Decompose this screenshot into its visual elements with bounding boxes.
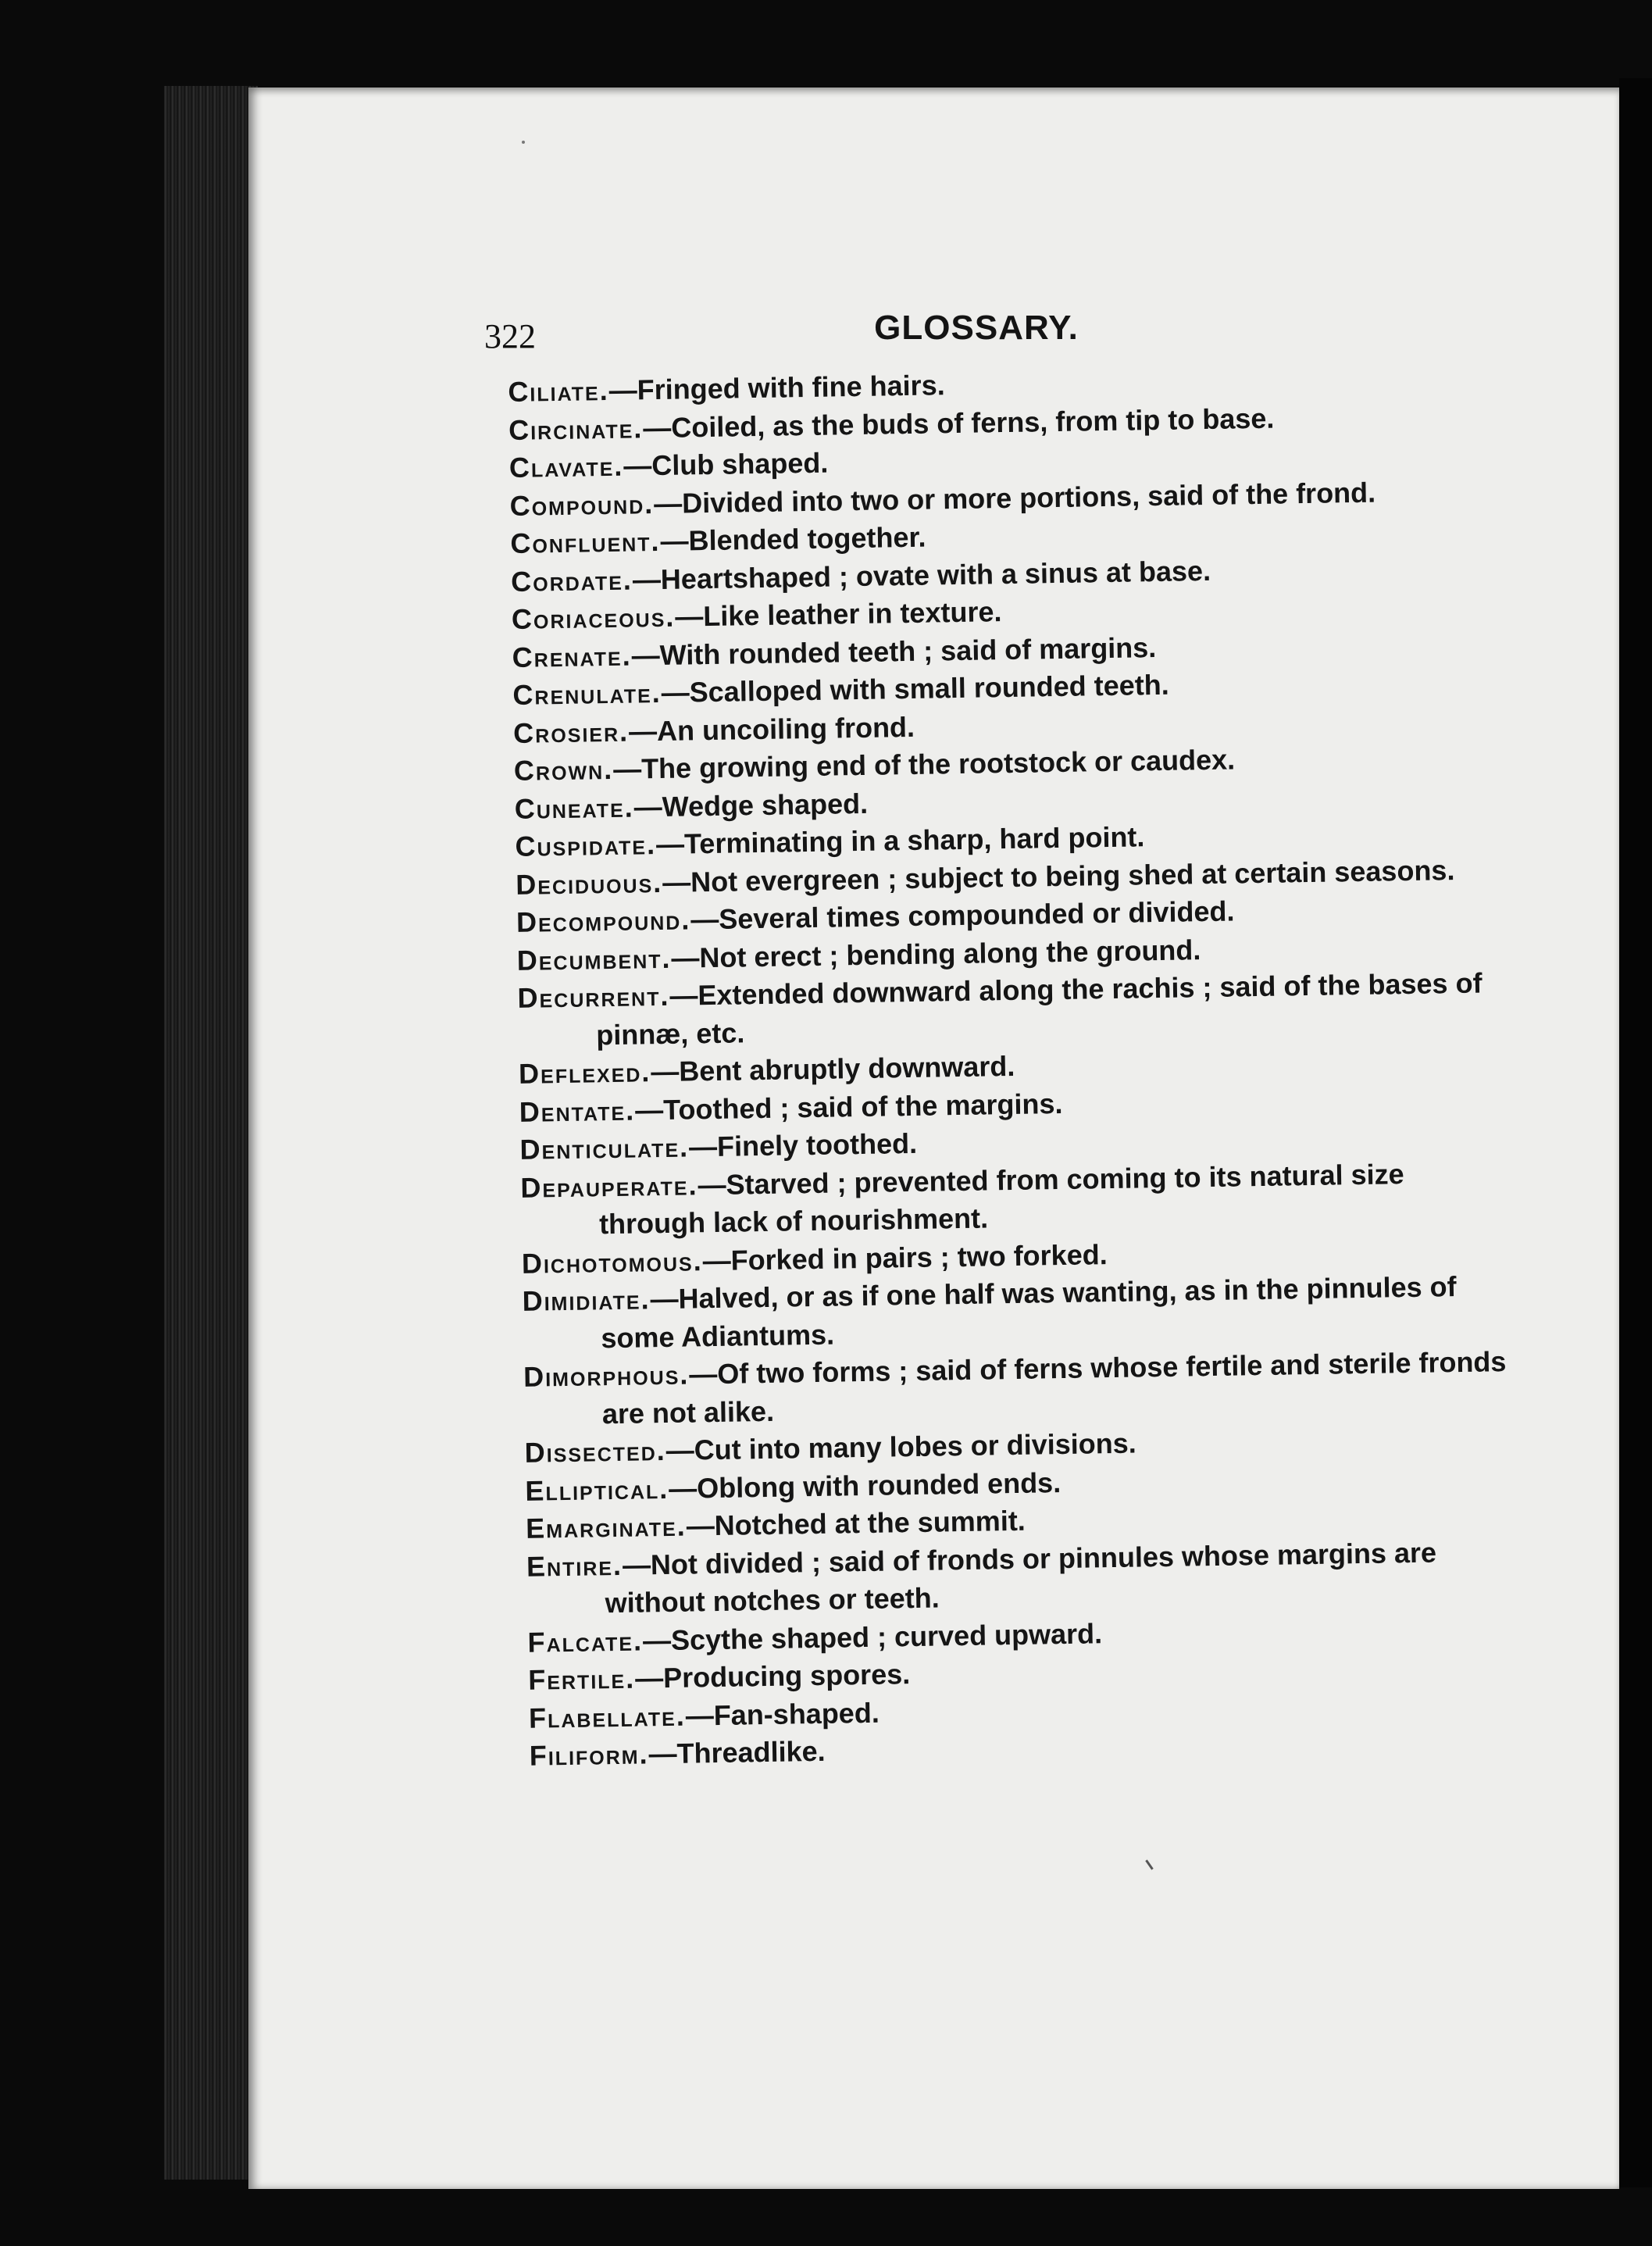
glossary-term: Depauperate. (520, 1168, 698, 1204)
glossary-term: Entire. (526, 1548, 623, 1583)
glossary-definition: —Scalloped with small rounded teeth. (661, 668, 1170, 709)
glossary-definition: —Cut into many lobes or divisions. (665, 1427, 1137, 1466)
glossary-definition: —Not erect ; bending along the ground. (671, 933, 1201, 974)
glossary-definition: —Several times compounded or divided. (690, 894, 1235, 936)
glossary-term: Circinate. (508, 411, 644, 446)
glossary-term: Coriaceous. (511, 600, 676, 635)
glossary-definition: —Bent abruptly downward. (651, 1049, 1015, 1088)
glossary-term: Dimorphous. (523, 1358, 690, 1393)
glossary-definition: —Blended together. (660, 520, 926, 557)
page-number: 322 (484, 317, 536, 355)
glossary-term: Ciliate. (508, 373, 609, 408)
glossary-term: Cordate. (510, 563, 633, 598)
glossary-term: Fertile. (527, 1662, 636, 1696)
glossary-term: Crown. (513, 752, 614, 787)
glossary-term: Deciduous. (515, 866, 663, 901)
page-speck (522, 141, 525, 144)
glossary-definition: —Not divided ; said of fronds or pinnules whose margins are without notches or teeth. (605, 1536, 1437, 1619)
glossary-term: Elliptical. (525, 1472, 669, 1507)
page-title: GLOSSARY. (874, 309, 1079, 347)
glossary-definition: —Fringed with fine hairs. (608, 369, 945, 406)
glossary-term: Dentate. (519, 1094, 636, 1128)
glossary-definition: —Starved ; prevented from coming to its natural size through lack of nourishment. (598, 1157, 1404, 1241)
glossary-definition: —Coiled, as the buds of ferns, from tip to base. (642, 402, 1275, 444)
glossary-definition: —Divided into two or more portions, said of the frond. (653, 476, 1376, 520)
page-header (484, 309, 1468, 355)
glossary-term: Crosier. (512, 715, 630, 749)
glossary-definition: —An uncoiling frond. (628, 710, 915, 748)
glossary-term: Cuspidate. (515, 828, 657, 862)
glossary-definition: —Toothed ; said of the margins. (634, 1087, 1063, 1127)
glossary-definition: —Scythe shaped ; curved upward. (642, 1616, 1103, 1656)
glossary-term: Decompound. (516, 903, 691, 938)
glossary-definition: —Oblong with rounded ends. (668, 1466, 1061, 1505)
glossary-definition: —Like leather in texture. (674, 595, 1002, 633)
glossary-definition: —Club shaped. (623, 446, 829, 482)
glossary-definition: —Heartshaped ; ovate with a sinus at base. (632, 554, 1211, 596)
glossary-term: Crenulate. (512, 676, 662, 711)
glossary-term: Decurrent. (517, 979, 670, 1014)
glossary-term: Compound. (509, 487, 655, 522)
glossary-definition: —Producing spores. (634, 1658, 911, 1694)
glossary-definition: —Finely toothed. (688, 1127, 918, 1163)
glossary-definition: —Notched at the summit. (686, 1504, 1026, 1542)
glossary-term: Falcate. (527, 1623, 644, 1659)
glossary-entries (508, 358, 1522, 1775)
facing-page-edge (1619, 78, 1652, 2187)
glossary-term: Filiform. (529, 1737, 649, 1772)
glossary-definition: —Of two forms ; said of ferns whose fertile and sterile fronds are not alike. (601, 1345, 1507, 1430)
glossary-definition: —Terminating in a sharp, hard point. (655, 820, 1145, 861)
glossary-term: Dissected. (524, 1434, 667, 1469)
glossary-definition: —Threadlike. (648, 1734, 826, 1770)
glossary-definition: —Forked in pairs ; two forked. (702, 1237, 1108, 1277)
glossary-term: Dimidiate. (522, 1283, 651, 1317)
glossary-term: Confluent. (510, 524, 661, 559)
glossary-definition: —Not evergreen ; subject to being shed at certain seasons. (662, 853, 1455, 898)
glossary-term: Dichotomous. (521, 1244, 703, 1280)
glossary-definition: —Extended downward along the rachis ; said of the bases of pinnæ, etc. (595, 966, 1483, 1051)
glossary-term: Denticulate. (519, 1130, 690, 1166)
glossary-term: Deflexed. (518, 1055, 651, 1090)
glossary-definition: —Halved, or as if one half was wanting, as in the pinnules of some Adiantums. (601, 1270, 1457, 1354)
glossary-term: Clavate. (508, 449, 624, 484)
glossary-term: Flabellate. (528, 1699, 687, 1734)
glossary-definition: —Wedge shaped. (633, 787, 869, 823)
glossary-definition: —With rounded teeth ; said of margins. (631, 630, 1157, 672)
glossary-definition: —Fan-shaped. (685, 1696, 880, 1732)
glossary-term: Decumbent. (516, 941, 672, 977)
glossary-term: Crenate. (512, 639, 632, 673)
book-page-edges (164, 86, 258, 2180)
glossary-definition: —The growing end of the rootstock or caudex. (612, 743, 1236, 785)
glossary-term: Emarginate. (525, 1509, 687, 1544)
glossary-term: Cuneate. (514, 791, 634, 825)
